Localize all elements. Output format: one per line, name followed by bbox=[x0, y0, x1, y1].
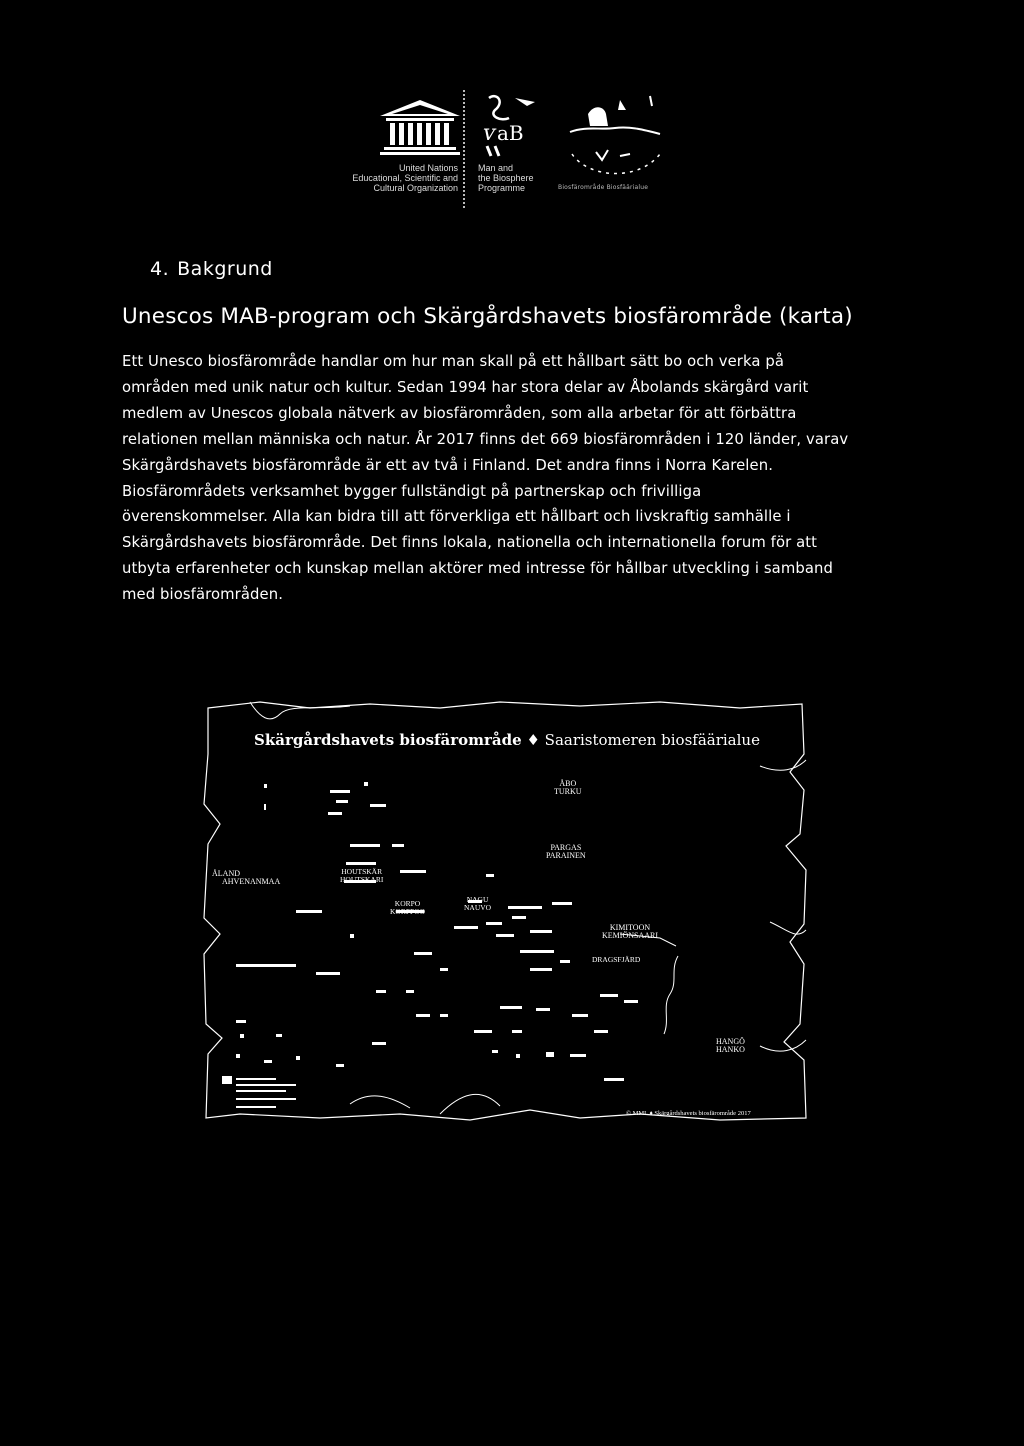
unesco-caption-line: Cultural Organization bbox=[373, 183, 458, 193]
map-label-line: PARGAS bbox=[550, 843, 582, 852]
archipelago-map bbox=[200, 694, 814, 1130]
map-label-line: KORPPOO bbox=[390, 907, 426, 916]
map-label-korpo bbox=[390, 900, 425, 916]
section-title: Bakgrund bbox=[177, 258, 273, 280]
map-label-line: HOUTSKÄR bbox=[341, 867, 383, 876]
map-label-line: HANGÖ bbox=[716, 1037, 745, 1046]
map-label-line: KIMITOON bbox=[609, 923, 651, 932]
map-label-line: NAGU bbox=[466, 895, 489, 904]
map-label-line: AHVENANMAA bbox=[222, 877, 281, 886]
body-line: medlem av Unescos globala nätverk av biosfärområden, som alla arbetar för att förbättra bbox=[122, 404, 797, 422]
body-line: Biosfärområdets verksamhet bygger fullständigt på partnerskap och frivilliga bbox=[122, 482, 702, 500]
unesco-caption-line: United Nations bbox=[398, 163, 458, 173]
body-line: Ett Unesco biosfärområde handlar om hur man skall på ett hållbart sätt bo och verka på bbox=[122, 353, 785, 370]
map-label-line: ÅLAND bbox=[212, 869, 240, 878]
map-label-houtskar bbox=[340, 868, 383, 884]
map-label-line: HOUTSKARI bbox=[340, 875, 384, 884]
mab-logo bbox=[475, 88, 545, 158]
section-heading bbox=[150, 258, 273, 280]
body-line: relationen mellan människa och natur. År 2017 finns det 669 biosfärområden i 120 länder, varav bbox=[122, 430, 849, 448]
biosphere-logo bbox=[560, 92, 670, 187]
map-label-line: DRAGSFJÄRD bbox=[592, 955, 641, 964]
mab-caption bbox=[478, 163, 568, 193]
map-label-line: HANKO bbox=[716, 1045, 745, 1054]
logo-divider bbox=[463, 90, 465, 208]
mab-caption-line: Man and bbox=[478, 163, 514, 173]
page-title: Unescos MAB-program och Skärgårdshavets biosfärområde (karta) bbox=[122, 304, 853, 329]
map-title-separator: ♦ bbox=[526, 731, 540, 749]
mab-caption-line: the Biosphere bbox=[478, 173, 534, 183]
svg-text:aB: aB bbox=[497, 121, 524, 145]
map-label-nagu bbox=[464, 896, 491, 912]
map-copyright: © MML ♦ Skärgårdshavets biosfärområde 2017 bbox=[626, 1110, 751, 1117]
map-label-dragsfjard bbox=[592, 956, 640, 964]
biosphere-emblem-icon bbox=[560, 92, 670, 187]
map-outline bbox=[200, 694, 814, 1130]
unesco-temple-icon bbox=[370, 92, 470, 162]
mab-caption-line: Programme bbox=[478, 183, 526, 193]
map-label-aland bbox=[212, 870, 280, 886]
body-line: med biosfärområden. bbox=[122, 586, 284, 604]
body-line: Skärgårdshavets biosfärområde. Det finns lokala, nationella och internationella forum för att bbox=[122, 534, 818, 552]
map-label-line: TURKU bbox=[554, 787, 582, 796]
map-label-abo bbox=[554, 780, 582, 796]
body-paragraph bbox=[122, 349, 882, 608]
unesco-caption-line: Educational, Scientific and bbox=[352, 173, 458, 183]
biosphere-caption: Biosfärområde Biosfäärialue bbox=[558, 184, 649, 191]
section-number: 4. bbox=[150, 258, 170, 280]
map-title-finnish: Saaristomeren biosfäärialue bbox=[544, 731, 760, 749]
map-label-line: NAUVO bbox=[464, 903, 492, 912]
map-title-swedish: Skärgårdshavets biosfärområde bbox=[254, 731, 522, 749]
map-label-pargas bbox=[546, 844, 586, 860]
map-label-line: KEMIÖNSAARI bbox=[602, 931, 658, 940]
unesco-caption bbox=[328, 163, 458, 193]
body-line: Skärgårdshavets biosfärområde är ett av två i Finland. Det andra finns i Norra Karelen. bbox=[122, 456, 773, 474]
body-line: överenskommelser. Alla kan bidra till att förverkliga ett hållbart och livskraftig samhälle i bbox=[122, 508, 791, 526]
map-title bbox=[200, 731, 814, 749]
body-line: områden med unik natur och kultur. Sedan 1994 har stora delar av Åbolands skärgård varit bbox=[122, 378, 809, 396]
map-label-kimitoon bbox=[602, 924, 658, 940]
svg-text:ᴠ: ᴠ bbox=[483, 121, 496, 146]
map-label-line: PARAINEN bbox=[546, 851, 586, 860]
mab-icon bbox=[475, 88, 545, 158]
map-label-hango bbox=[716, 1038, 745, 1054]
map-label-line: KORPO bbox=[394, 899, 421, 908]
body-line: utbyta erfarenheter och kunskap mellan aktörer med intresse för hållbar utveckling i samband bbox=[122, 560, 833, 578]
map-label-line: ÅBO bbox=[559, 779, 577, 788]
